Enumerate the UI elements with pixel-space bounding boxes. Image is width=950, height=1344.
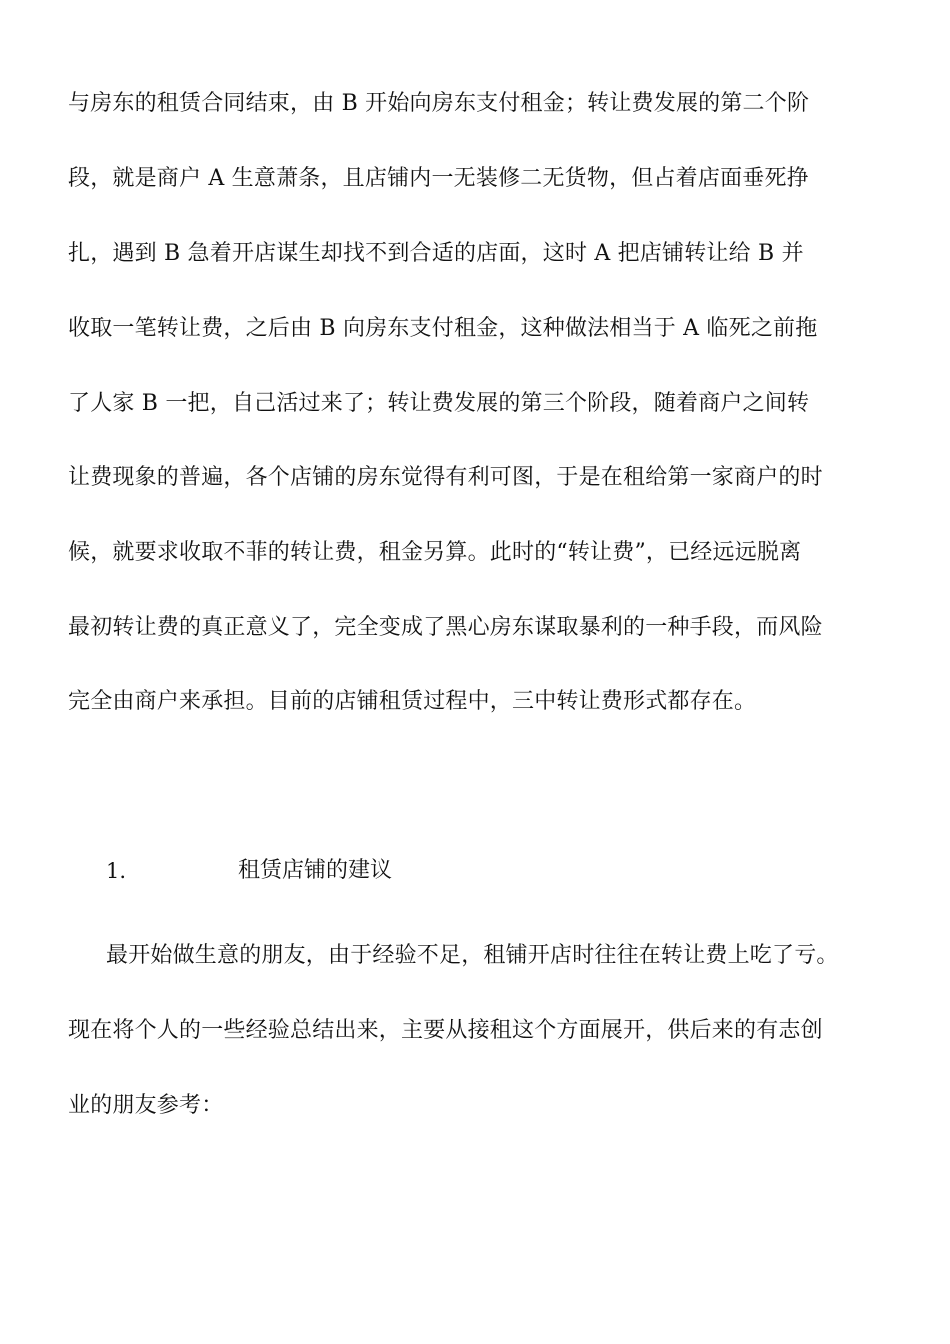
section-number: 1.	[106, 859, 127, 883]
paragraph-1-line: 与房东的租赁合同结束，由 B 开始向房东支付租金；转让费发展的第二个阶	[68, 91, 810, 116]
paragraph-1-line: 最初转让费的真正意义了，完全变成了黑心房东谋取暴利的一种手段，而风险	[68, 615, 823, 640]
paragraph-2-line: 现在将个人的一些经验总结出来，主要从接租这个方面展开，供后来的有志创	[68, 1018, 823, 1043]
paragraph-1-line: 让费现象的普遍，各个店铺的房东觉得有利可图，于是在租给第一家商户的时	[68, 465, 823, 490]
paragraph-2-line: 业的朋友参考：	[68, 1093, 224, 1118]
paragraph-1-line: 段，就是商户 A 生意萧条，且店铺内一无装修二无货物，但占着店面垂死挣	[68, 166, 809, 191]
section-title: 租赁店铺的建议	[238, 858, 393, 883]
paragraph-1-line: 候，就要求收取不菲的转让费，租金另算。此时的“转让费”，已经远远脱离	[68, 540, 802, 565]
paragraph-1-line: 扎，遇到 B 急着开店谋生却找不到合适的店面，这时 A 把店铺转让给 B 并	[68, 241, 804, 266]
paragraph-1-line: 收取一笔转让费，之后由 B 向房东支付租金，这种做法相当于 A 临死之前拖	[68, 316, 818, 341]
paragraph-1-line: 了人家 B 一把，自己活过来了；转让费发展的第三个阶段，随着商户之间转	[68, 391, 810, 416]
paragraph-2-line: 最开始做生意的朋友，由于经验不足，租铺开店时往往在转让费上吃了亏。	[106, 943, 839, 968]
paragraph-1-line: 完全由商户来承担。目前的店铺租赁过程中，三中转让费形式都存在。	[68, 689, 757, 714]
